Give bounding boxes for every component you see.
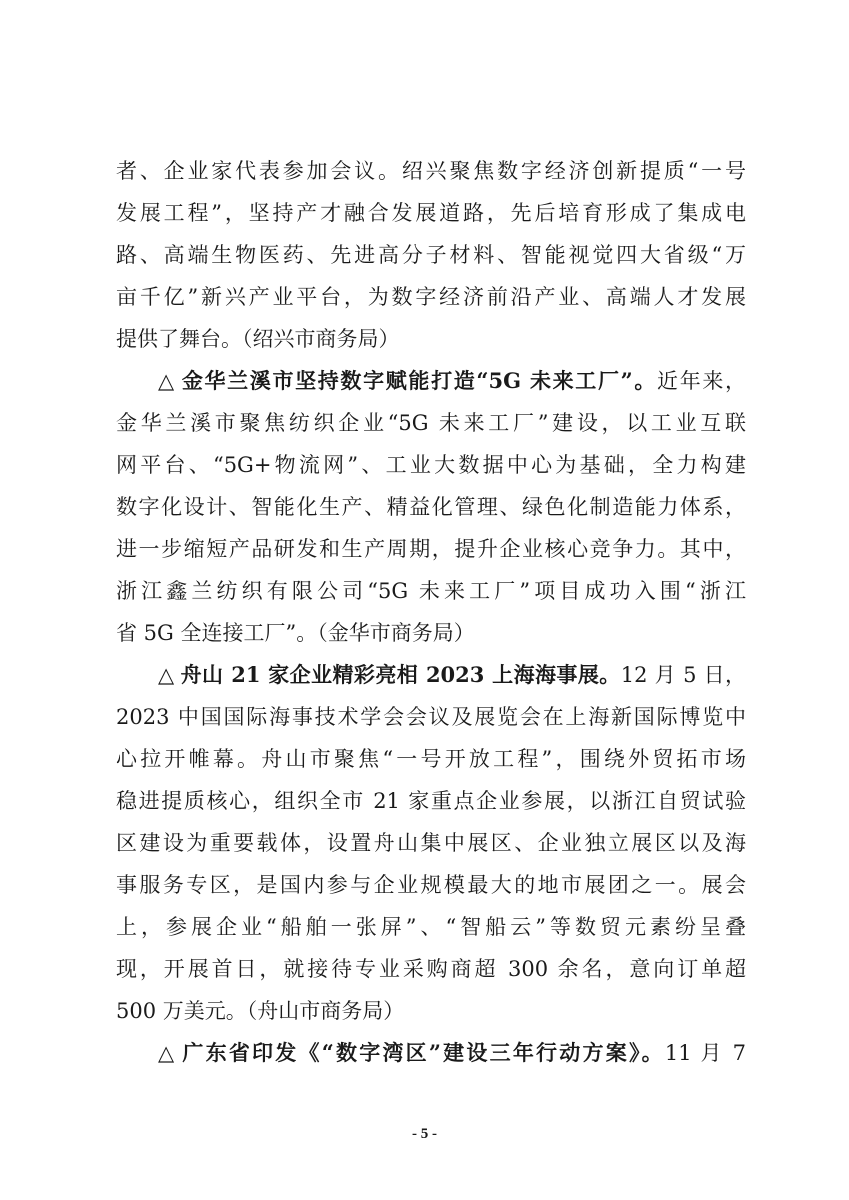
paragraph-line: 进一步缩短产品研发和生产周期，提升企业核心竞争力。其中， — [116, 537, 746, 561]
paragraph-line: 稳进提质核心，组织全市 21 家重点企业参展，以浙江自贸试验 — [116, 789, 746, 813]
paragraph-line: 省 5G 全连接工厂”。（金华市商务局） — [116, 621, 475, 645]
paragraph-first-line — [116, 1032, 746, 1074]
paragraph-line: 现，开展首日，就接待专业采购商超 300 余名，意向订单超 — [116, 957, 746, 981]
paragraph-line: 数字化设计、智能化生产、精益化管理、绿色化制造能力体系， — [116, 495, 746, 519]
paragraph-text: 近年来， — [657, 369, 746, 393]
paragraph-line: 上，参展企业“船舶一张屏”、“智船云”等数贸元素纷呈叠 — [116, 915, 746, 939]
document-body — [116, 150, 746, 1074]
paragraph-line: 浙江鑫兰纺织有限公司“5G 未来工厂”项目成功入围“浙江 — [116, 579, 746, 603]
paragraph-text: 11 月 7 — [664, 1041, 746, 1065]
news-heading: 金华兰溪市坚持数字赋能打造“5G 未来工厂”。 — [181, 368, 658, 393]
news-heading: 广东省印发《“数字湾区”建设三年行动方案》。 — [182, 1040, 665, 1065]
paragraph-first-line — [116, 360, 746, 402]
triangle-icon: △ — [158, 1041, 177, 1065]
triangle-icon: △ — [158, 663, 175, 687]
paragraph-first-line — [116, 654, 746, 696]
paragraph-line: 亩千亿”新兴产业平台，为数字经济前沿产业、高端人才发展 — [116, 285, 746, 309]
paragraph-line: 提供了舞台。（绍兴市商务局） — [116, 327, 400, 351]
paragraph-line: 发展工程”，坚持产才融合发展道路，先后培育形成了集成电 — [116, 201, 746, 225]
paragraph-line: 路、高端生物医药、先进高分子材料、智能视觉四大省级“万 — [116, 243, 746, 267]
paragraph-line: 心拉开帷幕。舟山市聚焦“一号开放工程”，围绕外贸拓市场 — [116, 747, 746, 771]
paragraph-line: 金华兰溪市聚焦纺织企业“5G 未来工厂”建设，以工业互联 — [116, 411, 746, 435]
paragraph-line: 2023 中国国际海事技术学会会议及展览会在上海新国际博览中 — [116, 705, 746, 729]
news-heading: 舟山 21 家企业精彩亮相 2023 上海海事展。 — [180, 662, 621, 687]
paragraph-line: 者、企业家代表参加会议。绍兴聚焦数字经济创新提质“一号 — [116, 159, 746, 183]
paragraph-line: 500 万美元。（舟山市商务局） — [116, 999, 405, 1023]
paragraph-text: 12 月 5 日， — [620, 663, 746, 687]
page-number: - 5 - — [412, 1126, 437, 1142]
triangle-icon: △ — [158, 369, 176, 393]
paragraph-line: 网平台、“5G+物流网”、工业大数据中心为基础，全力构建 — [116, 453, 746, 477]
paragraph-line: 事服务专区，是国内参与企业规模最大的地市展团之一。展会 — [116, 873, 746, 897]
paragraph-line: 区建设为重要载体，设置舟山集中展区、企业独立展区以及海 — [116, 831, 746, 855]
